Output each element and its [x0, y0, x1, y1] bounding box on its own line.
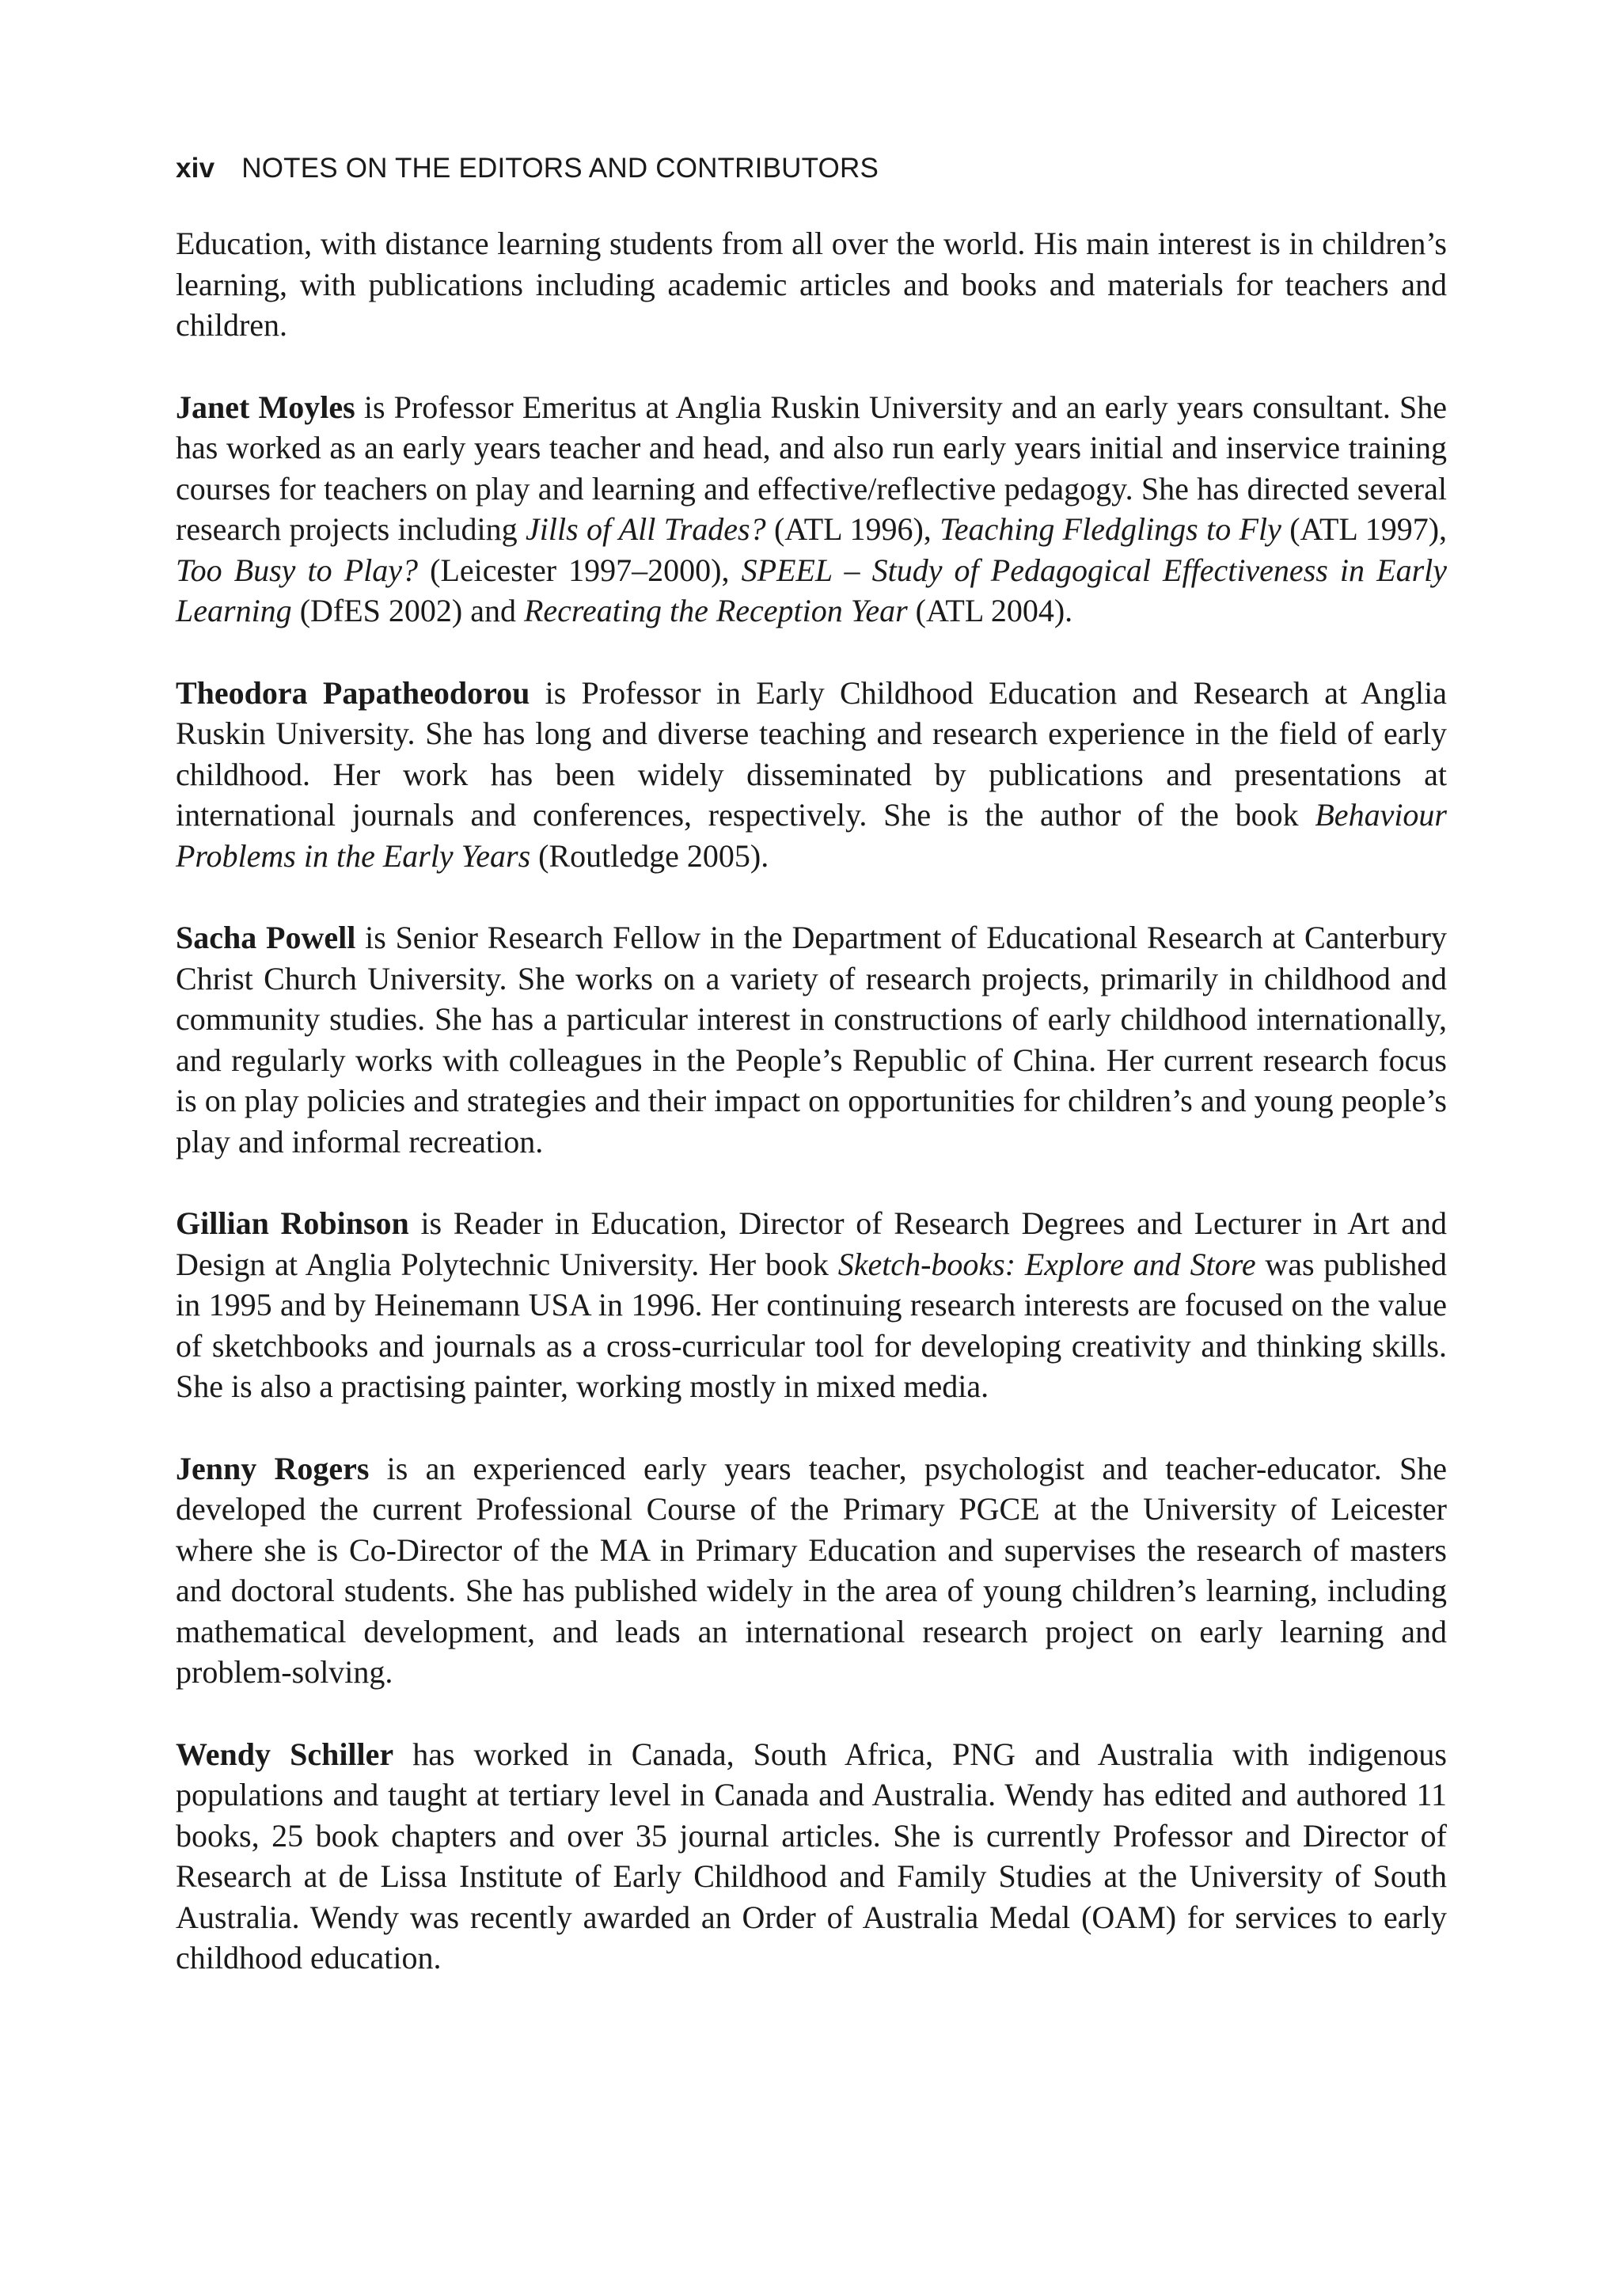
bio-text: has worked in Canada, South Africa, PNG and Australia with indigenous populations and taught at tertiary level in Canada and Australia. Wendy has edited and authored 11 books, 25 book chapters and over 35 journal articles. She is currently Professor and Director of Research at de Lissa Institute of Early Childhood and Family Studies at the University of South Australia. Wendy was recently awarded an Order of Australia Medal (OAM) for services to early childhood education. [176, 1736, 1447, 1975]
contributor-name: Wendy Schiller [176, 1736, 394, 1772]
contributor-name: Sacha Powell [176, 920, 356, 955]
contributor-name: Janet Moyles [176, 389, 355, 425]
paragraph-wendy-schiller [176, 1734, 1447, 1979]
bio-text: (DfES 2002) and [291, 593, 524, 628]
contributor-name: Gillian Robinson [176, 1205, 409, 1241]
running-head [176, 150, 879, 187]
bio-text: is Professor Emeritus at Anglia Ruskin University and an early years consultant. She has worked as an early years teacher and head, and also run early years initial and inservice training courses for teachers on play and learning and effective/reflective pedagogy. She has directed several research projects including [176, 389, 1447, 547]
continuation-text: Education, with distance learning students from all over the world. His main interest is in children’s learning, with publications including academic articles and books and materials for teachers and children. [176, 226, 1447, 343]
bio-text: (ATL 2004). [907, 593, 1073, 628]
work-title: Too Busy to Play? [176, 552, 419, 588]
work-title: Teaching Fledglings to Fly [940, 511, 1281, 547]
bio-text: is an experienced early years teacher, psychologist and teacher-educator. She developed the current Professional Course of the Primary PGCE at the University of Leicester where she is Co-Director of the MA in Primary Education and supervises the research of masters and doctoral students. She has published widely in the area of young children’s learning, including mathematical development, and leads an international research project on early learning and problem-solving. [176, 1450, 1447, 1690]
paragraph-jenny-rogers [176, 1448, 1447, 1693]
bio-text: is Professor in Early Childhood Education and Research at Anglia Ruskin University. She has long and diverse teaching and research experience in the field of early childhood. Her work has been widely disseminated by publications and presentations at international journals and conferences, respectively. She is the author of the book [176, 674, 1447, 833]
work-title: SPEEL – Study of Pedagogical Effectiveness in Early Learning [176, 552, 1448, 628]
contributor-notes [176, 223, 1447, 1979]
bio-text: is Reader in Education, Director of Research Degrees and Lecturer in Art and Design at Anglia Polytechnic University. Her book [176, 1205, 1447, 1282]
page-number: xiv [176, 153, 215, 184]
bio-text: (Routledge 2005). [530, 837, 769, 874]
paragraph-continuation [176, 223, 1447, 346]
paragraph-janet-moyles [176, 387, 1447, 632]
bio-text: (ATL 1996), [765, 511, 940, 547]
bio-text: is Senior Research Fellow in the Department of Educational Research at Canterbury Christ Church University. She works on a variety of research projects, primarily in childhood and community studies. She has a particular interest in constructions of early childhood internationally, and regularly works with colleagues in the People’s Republic of China. Her current research focus is on play policies and strategies and their impact on opportunities for children’s and young people’s play and informal recreation. [176, 920, 1448, 1159]
paragraph-sacha-powell [176, 917, 1447, 1162]
paragraph-gillian-robinson [176, 1203, 1447, 1407]
work-title: Recreating the Reception Year [523, 593, 908, 628]
contributor-name: Jenny Rogers [176, 1450, 370, 1486]
paragraph-theodora-papatheodorou [176, 673, 1447, 877]
bio-text: (ATL 1997), [1281, 511, 1448, 547]
bio-text: (Leicester 1997–2000), [418, 552, 742, 588]
contributor-name: Theodora Papatheodorou [176, 674, 530, 711]
work-title: Jills of All Trades? [525, 511, 766, 547]
work-title: Sketch-books: Explore and Store [837, 1246, 1256, 1282]
running-head-title: NOTES ON THE EDITORS AND CONTRIBUTORS [241, 153, 879, 184]
work-title: Behaviour Problems in the Early Years [176, 797, 1447, 874]
bio-text: was published in 1995 and by Heinemann USA in 1996. Her continuing research interests are focused on the value of sketchbooks and journals as a cross-curricular tool for developing creativity and thinking skills. She is also a practising painter, working mostly in mixed media. [176, 1246, 1447, 1404]
